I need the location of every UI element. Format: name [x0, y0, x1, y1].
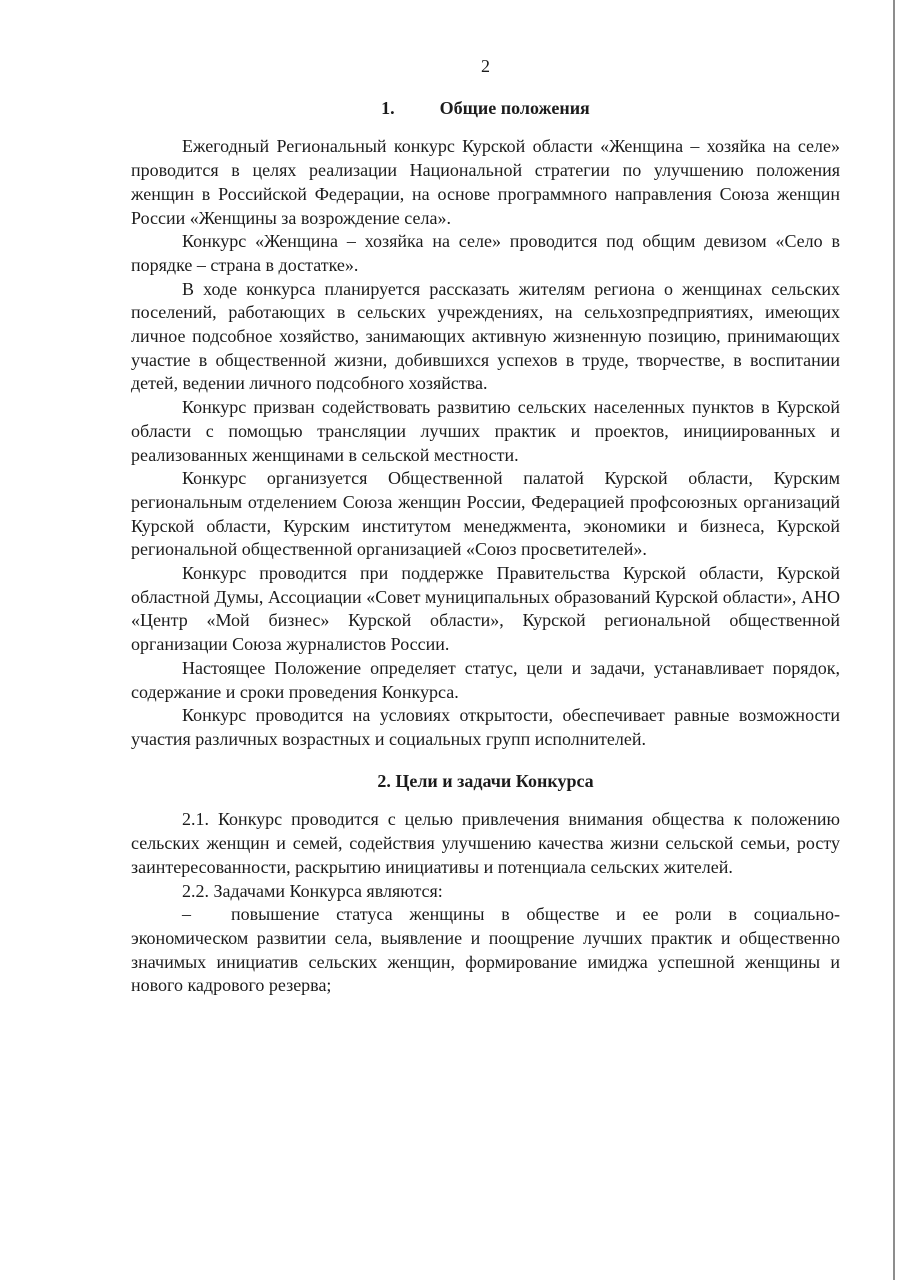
paragraph: Конкурс «Женщина – хозяйка на селе» проводится под общим девизом «Село в порядке – страна в достатке».: [131, 231, 840, 275]
paragraph: Конкурс проводится на условиях открытости, обеспечивает равные возможности участия различных возрастных и социальных групп исполнителей.: [131, 705, 840, 749]
paragraph: Настоящее Положение определяет статус, цели и задачи, устанавливает порядок, содержание и сроки проведения Конкурса.: [131, 657, 840, 702]
paragraph: Конкурс призван содействовать развитию сельских населенных пунктов в Курской области с помощью трансляции лучших практик и проектов, инициированных и реализованных женщинами в сельской местности.: [131, 397, 840, 465]
scan-edge-line: [893, 0, 895, 1280]
list-item-text: повышение статуса женщины в обществе и ее роли в социально-экономическом развитии села, выявление и поощрение лучших практик и общественно значимых инициатив сельских женщин, формирование имиджа успешной женщины и нового кадрового резерва;: [131, 904, 840, 996]
list-item: [131, 903, 840, 998]
section-1-heading-title: Общие положения: [439, 97, 590, 118]
paragraph: В ходе конкурса планируется рассказать жителям региона о женщинах сельских поселений, работающих в сельских учреждениях, на сельхозпредприятиях, имеющих личное подсобное хозяйство, занимающих активную жизненную позицию, принимающих участие в общественной жизни, добившихся успехов в труде, творчестве, в воспитании детей, ведении личного подсобного хозяйства.: [131, 278, 840, 394]
page-content: [131, 0, 840, 998]
section-1-heading: [131, 97, 840, 121]
paragraph: 2.1. Конкурс проводится с целью привлечения внимания общества к положению сельских женщин и семей, содействия улучшению качества жизни сельской семьи, росту заинтересованности, раскрытию инициативы и потенциала сельских жителей.: [131, 809, 840, 877]
paragraph: Ежегодный Региональный конкурс Курской области «Женщина – хозяйка на селе» проводится в целях реализации Национальной стратегии по улучшению положения женщин в Российской Федерации, на основе программного направления Союза женщин России «Женщины за возрождение села».: [131, 136, 840, 228]
list-item-dash-marker: –: [182, 904, 191, 925]
paragraph: Конкурс проводится при поддержке Правительства Курской области, Курской областной Думы, Ассоциации «Совет муниципальных образований Курской области», АНО «Центр «Мой бизнес» Курской области», Курской региональной общественной организации Союза журналистов России.: [131, 563, 840, 655]
page-number: 2: [481, 56, 490, 76]
paragraph: 2.2. Задачами Конкурса являются:: [182, 880, 443, 901]
paragraph: Конкурс организуется Общественной палатой Курской области, Курским региональным отделением Союза женщин России, Федерацией профсоюзных организаций Курской области, Курским институтом менеджмента, экономики и бизнеса, Курской региональной общественной организацией «Союз просветителей».: [131, 468, 840, 560]
section-1-heading-number: 1.: [381, 97, 395, 118]
section-2-heading: 2. Цели и задачи Конкурса: [377, 770, 594, 791]
